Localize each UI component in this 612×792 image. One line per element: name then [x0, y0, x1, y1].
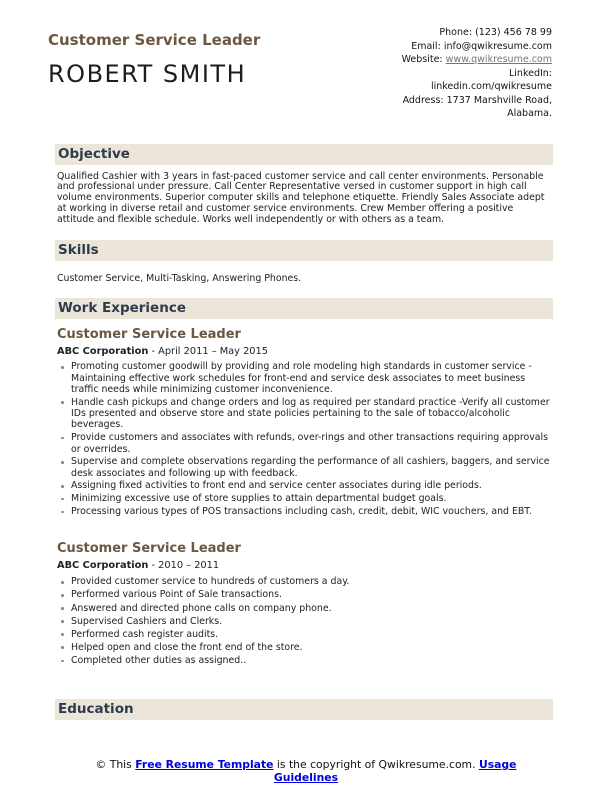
job2-bullet: Provided customer service to hundreds of customers a day.	[57, 576, 553, 587]
job2-bullet: Completed other duties as assigned..	[57, 655, 553, 666]
job1-bullet: Processing various types of POS transactions including cash, credit, debit, WIC vouchers, and EBT.	[57, 506, 553, 517]
email-value: info@qwikresume.com	[443, 40, 552, 52]
phone-value: (123) 456 78 99	[475, 27, 552, 38]
job1-bullet-list	[55, 361, 553, 517]
email-label: Email:	[411, 40, 441, 52]
contact-linkedin-label: LinkedIn:	[508, 67, 552, 79]
job2-dates: 2010 – 2011	[158, 560, 220, 572]
contact-website	[334, 53, 552, 67]
job-entry-1	[55, 327, 553, 517]
job2-bullet: Performed various Point of Sale transactions.	[57, 589, 553, 600]
candidate-name: ROBERT SMITH	[48, 60, 247, 88]
job1-dates: April 2011 – May 2015	[158, 346, 269, 358]
page-footer	[0, 758, 612, 784]
website-label: Website:	[401, 54, 443, 65]
contact-block	[334, 26, 552, 121]
footer-copyright	[80, 758, 532, 784]
job2-bullet: Helped open and close the front end of the store.	[57, 642, 553, 653]
job2-company-line	[57, 560, 553, 572]
job2-bullet-list	[55, 576, 553, 666]
footer-middle: is the copyright of Qwikresume.com.	[276, 758, 476, 771]
website-link[interactable]: www.qwikresume.com	[445, 54, 552, 65]
job1-company-line	[57, 346, 553, 358]
usage-guidelines-link[interactable]: Usage Guidelines	[273, 758, 517, 784]
contact-phone	[334, 26, 552, 40]
objective-text: Qualified Cashier with 3 years in fast-paced customer service and call center environments. Personable and professional under pressure. Call Center Representative versed in customer support in high call volume environments. Superior computer skills and telephone etiquette. Friendly Sales Associate adept at working in diverse retail and customer service environments. Crew Member offering a positive attitude and flexible schedule. Works well independently or with others as a team.	[57, 170, 545, 225]
phone-label: Phone:	[439, 27, 473, 38]
section-heading-work-experience: Work Experience	[55, 298, 553, 319]
job2-title: Customer Service Leader	[57, 541, 241, 557]
job2-bullet: Answered and directed phone calls on company phone.	[57, 603, 553, 614]
job2-company: ABC Corporation	[57, 560, 149, 572]
resume-body	[0, 144, 612, 721]
address-label: Address:	[402, 94, 444, 106]
job2-separator: -	[151, 560, 156, 572]
resume-header	[0, 0, 612, 121]
contact-address	[334, 94, 552, 108]
job2-bullet: Supervised Cashiers and Clerks.	[57, 616, 553, 627]
section-heading-skills: Skills	[55, 240, 553, 261]
job1-bullet: Promoting customer goodwill by providing and role modeling high standards in customer service -Maintaining effective work schedules for front-end and service desk associates to meet business traffic needs while minimizing customer inconvenience.	[57, 361, 553, 395]
header-identity	[48, 26, 260, 121]
job1-bullet: Handle cash pickups and change orders and log as required per standard practice -Verify all customer IDs presented and observe store and state policies pertaining to the sale of tobacco/alcoholic beverages.	[57, 397, 553, 431]
header-job-title: Customer Service Leader	[48, 31, 261, 49]
job2-bullet: Performed cash register audits.	[57, 629, 553, 640]
contact-email	[334, 40, 552, 54]
job1-separator: -	[151, 346, 156, 358]
job1-bullet: Minimizing excessive use of store supplies to attain departmental budget goals.	[57, 493, 553, 504]
job1-company: ABC Corporation	[57, 346, 149, 358]
job1-bullet: Assigning fixed activities to front end and service center associates during idle periods.	[57, 480, 553, 491]
contact-address-line2: Alabama.	[507, 108, 552, 119]
footer-prefix: © This	[95, 758, 132, 771]
job1-title: Customer Service Leader	[57, 327, 241, 343]
address-value: 1737 Marshville Road,	[446, 94, 552, 106]
job1-bullet: Supervise and complete observations regarding the performance of all cashiers, baggers, and service desk associates and following up with feedback.	[57, 456, 553, 479]
section-heading-objective: Objective	[55, 144, 553, 165]
section-heading-education: Education	[55, 699, 553, 720]
free-resume-template-link[interactable]: Free Resume Template	[135, 758, 274, 771]
job-entry-2	[55, 541, 553, 666]
contact-linkedin-value: linkedin.com/qwikresume	[430, 81, 552, 92]
job1-bullet: Provide customers and associates with refunds, over-rings and other transactions requiring approvals or overrides.	[57, 432, 553, 455]
skills-text: Customer Service, Multi-Tasking, Answering Phones.	[57, 273, 302, 285]
